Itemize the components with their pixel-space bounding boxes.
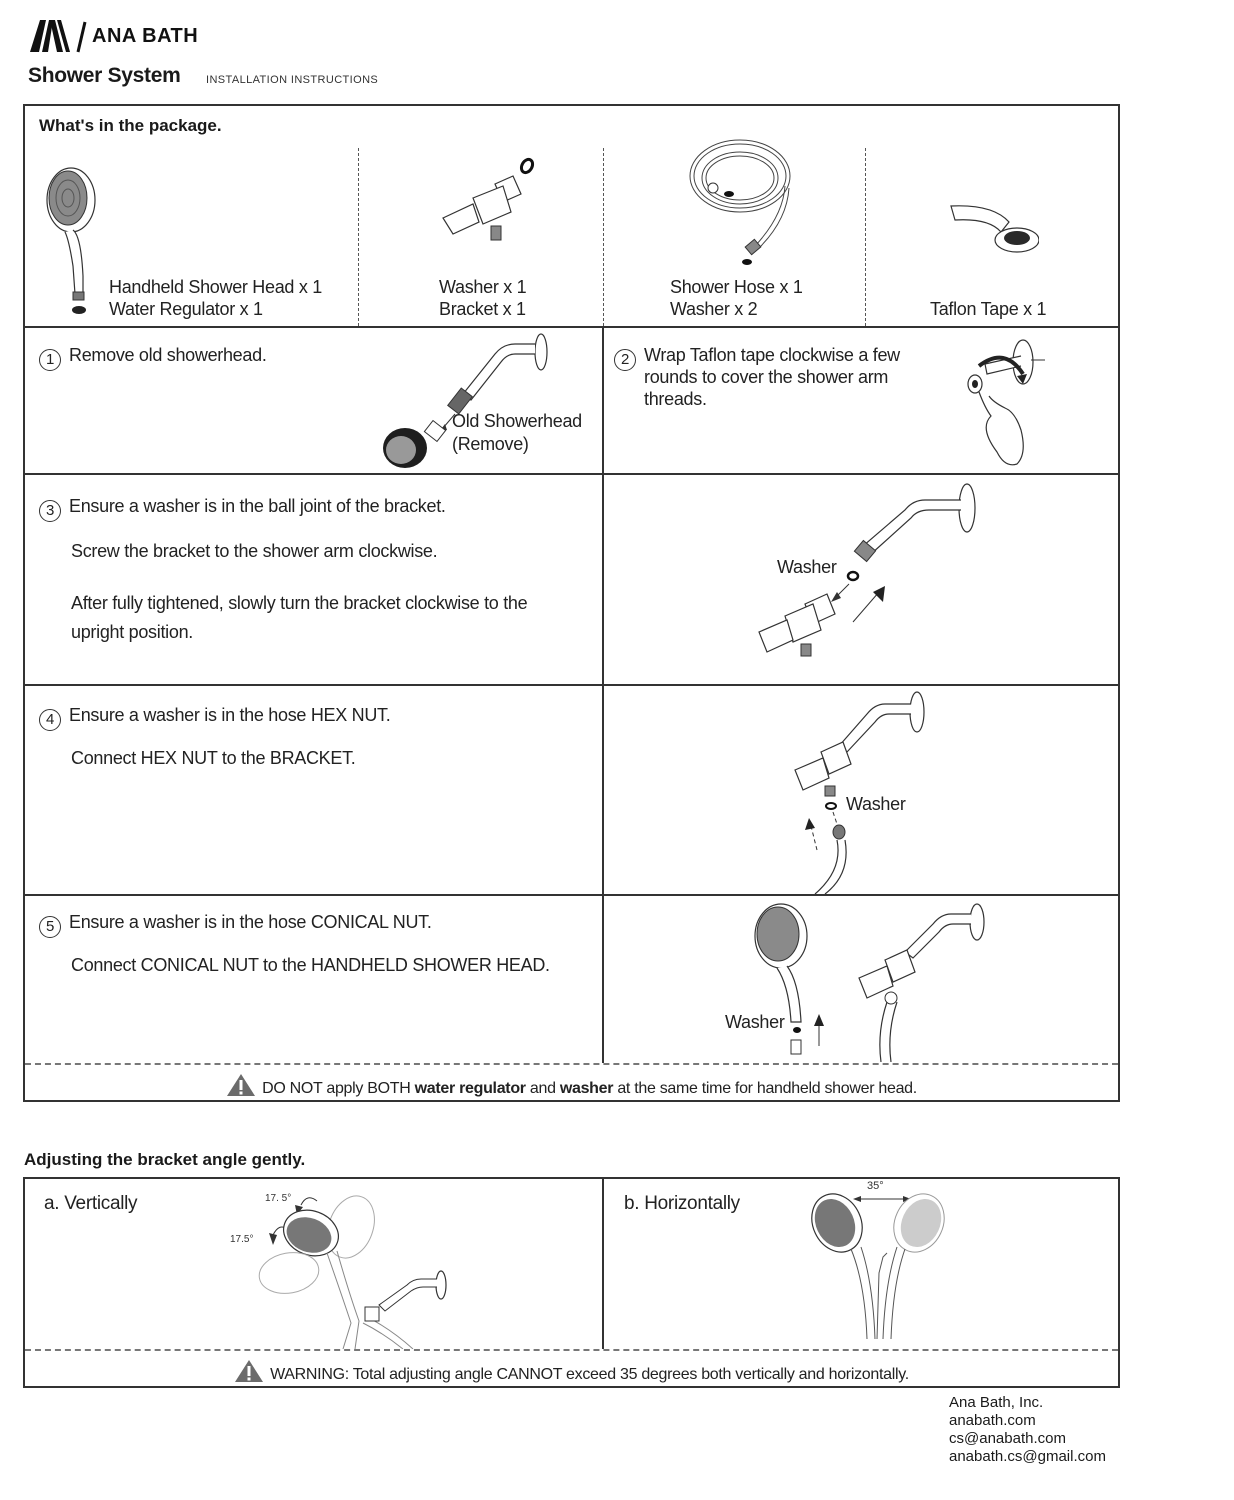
washer-callout: Washer	[777, 557, 837, 577]
package-item-label: Shower Hose x 1 Washer x 2	[670, 277, 803, 319]
email-link[interactable]: anabath.cs@gmail.com	[949, 1448, 1106, 1465]
email-link[interactable]: cs@anabath.com	[949, 1430, 1066, 1447]
warning-icon	[226, 1073, 256, 1097]
divider	[865, 148, 866, 326]
step-2-text-line: rounds to cover the shower arm	[644, 367, 889, 387]
horizontal-adjust-diagram	[807, 1193, 947, 1339]
step-number-badge: 3	[39, 500, 61, 522]
company-contact	[949, 1394, 1106, 1466]
step-3-text: 3 Ensure a washer is in the ball joint of the bracket.	[39, 495, 446, 522]
taflon-tape-icon	[949, 202, 1039, 262]
shower-hose-icon	[685, 136, 805, 266]
divider	[358, 148, 359, 326]
angle-label-down: 17.5°	[230, 1234, 254, 1245]
bracket-mounted-diagram	[857, 902, 997, 1062]
website-link[interactable]: anabath.com	[949, 1412, 1036, 1429]
warning-notice: DO NOT apply BOTH water regulator and washer at the same time for handheld shower head.	[25, 1073, 1118, 1098]
vertical-label: a. Vertically	[44, 1193, 138, 1214]
row-divider	[25, 473, 1118, 475]
column-divider	[602, 1179, 604, 1349]
row-divider	[25, 684, 1118, 686]
step-1-text: 1 Remove old showerhead.	[39, 344, 267, 371]
washer-callout: Washer	[846, 794, 906, 814]
bracket-icon	[433, 156, 543, 256]
dashed-divider	[25, 1063, 1118, 1065]
package-item-label: Handheld Shower Head x 1 Water Regulator x 1	[109, 277, 322, 319]
handheld-shower-head-icon	[43, 166, 103, 316]
step-number-badge: 4	[39, 709, 61, 731]
step-number-badge: 1	[39, 349, 61, 371]
step-4-text-line: Connect HEX NUT to the BRACKET.	[71, 748, 356, 768]
divider	[603, 148, 604, 326]
hose-to-bracket-diagram	[785, 690, 945, 894]
row-divider	[25, 326, 1118, 328]
adjust-table	[23, 1177, 1120, 1388]
step-5-text-line: Connect CONICAL NUT to the HANDHELD SHOWER HEAD.	[71, 955, 550, 975]
old-showerhead-callout: Old Showerhead (Remove)	[452, 411, 582, 454]
step-2-text: 2 Wrap Taflon tape clockwise a few	[614, 344, 900, 371]
vertical-adjust-diagram	[253, 1193, 453, 1349]
package-title: What's in the package.	[39, 116, 222, 135]
package-item-label: Taflon Tape x 1	[930, 299, 1047, 319]
page-title: Shower System	[28, 64, 181, 87]
warning-icon	[234, 1359, 264, 1383]
step-number-badge: 2	[614, 349, 636, 371]
angle-warning: WARNING: Total adjusting angle CANNOT exceed 35 degrees both vertically and horizontally.	[25, 1359, 1118, 1384]
washer-callout: Washer	[725, 1012, 785, 1032]
brand-name: ANA BATH	[92, 25, 199, 47]
step-4-text: 4 Ensure a washer is in the hose HEX NUT.	[39, 704, 390, 731]
company-name: Ana Bath, Inc.	[949, 1394, 1044, 1411]
page-subtitle: INSTALLATION INSTRUCTIONS	[206, 74, 379, 86]
angle-label-horizontal: 35°	[867, 1180, 884, 1192]
adjust-section-title: Adjusting the bracket angle gently.	[24, 1150, 306, 1169]
step-3-text-line: Screw the bracket to the shower arm clockwise.	[71, 541, 438, 561]
angle-label-up: 17. 5°	[265, 1193, 292, 1204]
step-number-badge: 5	[39, 916, 61, 938]
handheld-connect-diagram	[747, 902, 847, 1062]
instructions-table	[23, 104, 1120, 1102]
column-divider	[602, 326, 604, 1063]
step-3-text-line: upright position.	[71, 622, 193, 642]
step-2-text-line: threads.	[644, 389, 707, 409]
step-3-text-line: After fully tightened, slowly turn the bracket clockwise to the	[71, 593, 528, 613]
step-5-text: 5 Ensure a washer is in the hose CONICAL NUT.	[39, 911, 432, 938]
package-item-label: Washer x 1 Bracket x 1	[439, 277, 527, 319]
ana-bath-logo-icon	[30, 18, 88, 54]
horizontal-label: b. Horizontally	[624, 1193, 740, 1214]
wrap-tape-hand-icon	[965, 332, 1065, 472]
dashed-divider	[25, 1349, 1118, 1351]
brand-logo	[30, 18, 230, 56]
row-divider	[25, 894, 1118, 896]
